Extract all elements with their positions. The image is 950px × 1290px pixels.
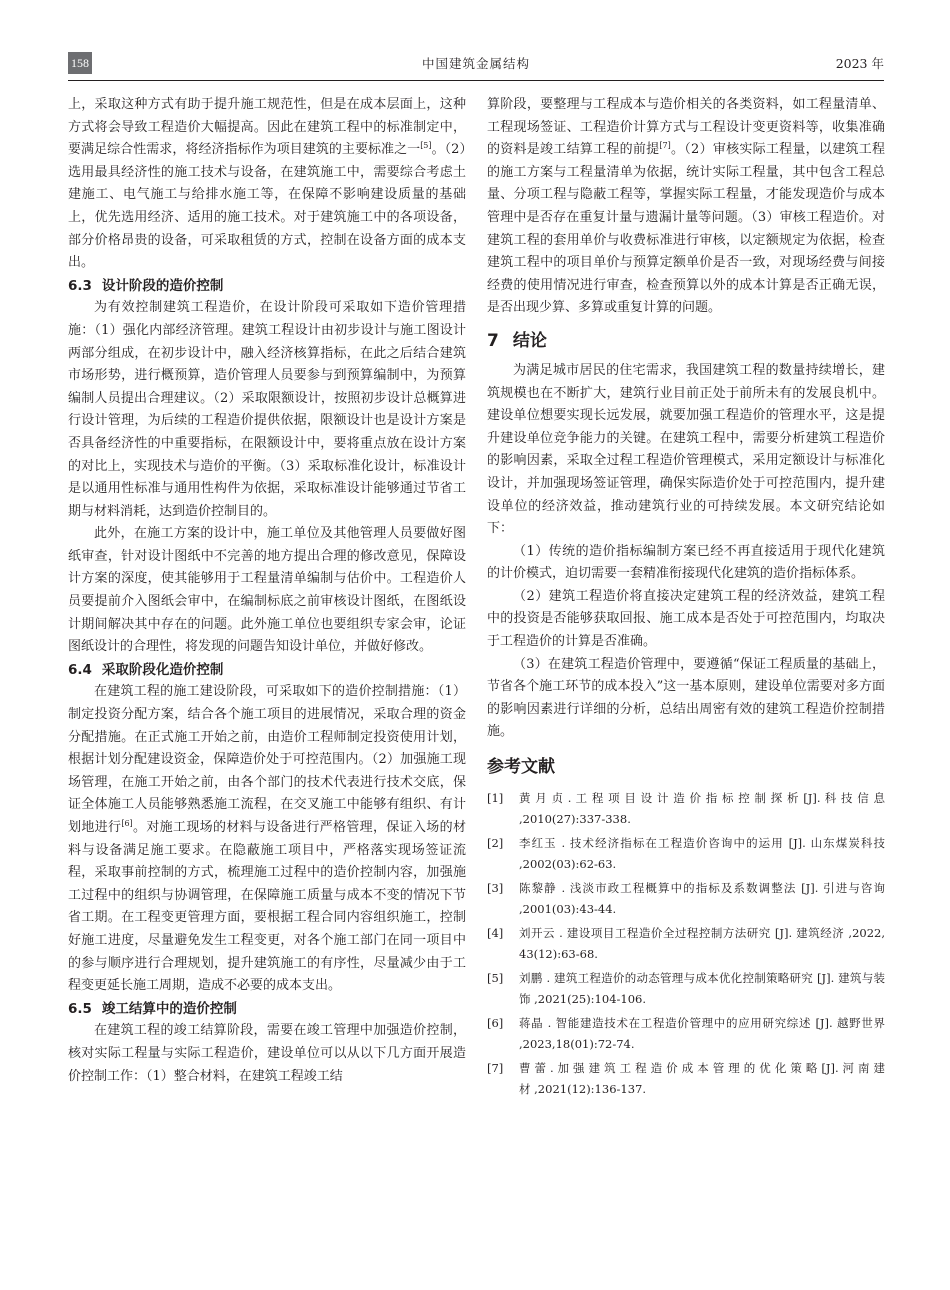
references-heading: 参考文献 <box>487 757 555 778</box>
citation[interactable]: [7] <box>659 141 671 151</box>
paragraph: 上，采取这种方式有助于提升施工规范性，但是在成本层面上，这种方式将会导致工程造价大幅提高。因此在建筑工程中的标准制定中，要满足综合性需求，将经济指标作为项目建筑的主要标准之一[5]。（2）选用最具经济性的施工技术与设备，在建筑施工中，需要综合考虑土建施工、电气施工与给排水施工等，在保障不影响建设质量的基础上，优先选用经济、适用的施工技术。对于建筑施工中的各项设备，部分价格昂贵的设备，可采取租赁的方式，控制在设备方面的成本支出。 <box>68 97 466 271</box>
section-heading-6-5: 6.5 竣工结算中的造价控制 <box>68 1000 237 1017</box>
reference-item: [6] 蒋晶 . 智能建造技术在工程造价管理中的应用研究综述 [J]. 越野世界 ,2023,18(01):72-74. <box>487 1016 885 1052</box>
right-column <box>487 94 885 1103</box>
paragraph: （2）建筑工程造价将直接决定建筑工程的经济效益，建筑工程中的投资是否能够获取回报、施工成本是否处于可控范围内，均取决于工程造价的计算是否准确。 <box>487 588 885 650</box>
reference-item: [7] 曹 蕾 . 加 强 建 筑 工 程 造 价 成 本 管 理 的 优 化 策 略 [J]. 河 南 建 材 ,2021(12):136-137. <box>487 1061 885 1097</box>
paragraph: （1）传统的造价指标编制方案已经不再直接适用于现代化建筑的计价模式，迫切需要一套精准衔接现代化建筑的造价指标体系。 <box>487 543 885 582</box>
reference-item: [1] 黄 月 贞 . 工 程 项 目 设 计 造 价 指 标 控 制 探 析 [J]. 科 技 信 息 ,2010(27):337-338. <box>487 791 885 827</box>
header-rule <box>68 80 884 81</box>
reference-item: [2] 李红玉 . 技术经济指标在工程造价咨询中的运用 [J]. 山东煤炭科技 ,2002(03):62-63. <box>487 836 885 872</box>
paragraph: （3）在建筑工程造价管理中，要遵循“保证工程质量的基础上，节省各个施工环节的成本投入”这一基本原则，建设单位需要对多方面的影响因素进行详细的分析，总结出周密有效的建筑工程造价控制措施。 <box>487 656 885 740</box>
reference-item: [5] 刘鹏 . 建筑工程造价的动态管理与成本优化控制策略研究 [J]. 建筑与装饰 ,2021(25):104-106. <box>487 971 885 1007</box>
section-heading-6-3: 6.3 设计阶段的造价控制 <box>68 277 224 294</box>
page-header <box>68 52 884 76</box>
paragraph: 为有效控制建筑工程造价，在设计阶段可采取如下造价管理措施：（1）强化内部经济管理。建筑工程设计由初步设计与施工图设计两部分组成，在初步设计中，融入经济核算指标，在此之后结合建筑市场形势，进行概预算，造价管理人员要参与到预算编制中，为预算编制人员提出合理建议。（2）采取限额设计，按照初步设计总概算进行设计管理，为后续的工程造价提供依据，限额设计也是设计方案是否具备经济性的中重要指标，在限额设计中，要将重点放在设计方案的对比上，实现技术与造价的平衡。（3）采取标准化设计，标准设计是以通用性标准与通用性构件为依据，采取标准设计能够通过节省工期与材料消耗，达到造价控制目的。 <box>68 300 466 519</box>
journal-year: 2023 年 <box>835 56 884 71</box>
section-heading-6-4: 6.4 采取阶段化造价控制 <box>68 661 224 678</box>
journal-title: 中国建筑金属结构 <box>421 56 530 71</box>
citation[interactable]: [6] <box>121 819 133 828</box>
paragraph: 为满足城市居民的住宅需求，我国建筑工程的数量持续增长，建筑规模也在不断扩大，建筑行业目前正处于前所未有的发展良机中。建设单位想要实现长远发展，就要加强工程造价的管理水平，这是提升建设单位竞争能力的关键。在建筑工程中，需要分析建筑工程造价的影响因素，采取全过程工程造价管理模式，采用定额设计与标准化设计，并加强现场签证管理，确保实际造价处于可控范围内，提升建设单位的经济效益，推动建筑行业的可持续发展。本文研究结论如下： <box>487 362 885 537</box>
reference-item: [3] 陈黎静 . 浅淡市政工程概算中的指标及系数调整法 [J]. 引进与咨询 ,2001(03):43-44. <box>487 881 885 917</box>
reference-item: [4] 刘开云 . 建设项目工程造价全过程控制方法研究 [J]. 建筑经济 ,2022, 43(12):63-68. <box>487 926 885 962</box>
citation[interactable]: [5] <box>420 141 432 151</box>
left-column <box>68 94 466 1088</box>
paragraph: 在建筑工程的施工建设阶段，可采取如下的造价控制措施：（1）制定投资分配方案，结合各个施工项目的进展情况，采取合理的资金分配措施。在正式施工开始之前，由造价工程师制定投资使用计划，根据计划分配建设资金，保障造价处于可控范围内。（2）加强施工现场管理，在施工开始之前，由各个部门的技术代表进行技术交底，保证全体施工人员能够熟悉施工流程，在交叉施工中能够有组织、有计划地进行[6]。对施工现场的材料与设备进行严格管理，保证入场的材料与设备满足施工要求。在隐蔽施工项目中，严格落实现场签证流程，采取事前控制的方式，梳理施工过程中的造价控制内容，加强施工过程中的组织与协调管理，在保障施工质量与成本不变的情况下节省工期。在工程变更管理方面，要根据工程合同内容组织施工，控制好施工进度，尽量避免发生工程变更，对各个施工部门在同一项目中的参与顺序进行合理规划，提升建筑施工的有序性，尽量减少由于工程变更延长施工周期，造成不必要的成本支出。 <box>68 684 466 994</box>
section-heading-7: 7 结论 <box>487 330 547 351</box>
paragraph: 在建筑工程的竣工结算阶段，需要在竣工管理中加强造价控制，核对实际工程量与实际工程造价，建设单位可以从以下几方面开展造价控制工作：（1）整合材料，在建筑工程竣工结 <box>68 1023 466 1084</box>
reference-list <box>487 788 885 1100</box>
page-number: 158 <box>68 52 92 74</box>
paragraph: 此外，在施工方案的设计中，施工单位及其他管理人员要做好图纸审查，针对设计图纸中不完善的地方提出合理的修改意见，保障设计方案的深度，使其能够用于工程量清单编制与估价中。工程造价人员要提前介入图纸会审中，在编制标底之前审核设计图纸，在图纸设计期间解决其中存在的问题。此外施工单位也要组织专家会审，论证图纸设计的合理性，将发现的问题告知设计单位，并做好修改。 <box>68 526 466 655</box>
paragraph: 算阶段，要整理与工程成本与造价相关的各类资料，如工程量清单、工程现场签证、工程造价计算方式与工程设计变更资料等，收集准确的资料是竣工结算工程的前提[7]。（2）审核实际工程量，以建筑工程的施工方案与工程量清单为依据，统计实际工程量，其中包含工程总量、分项工程与隐蔽工程等，掌握实际工程量，才能发现造价与成本管理中是否存在重复计量与遗漏计量等问题。（3）审核工程造价。对建筑工程的套用单价与收费标准进行审核，以定额规定为依据，检查建筑工程中的项目单价与预算定额单价是否一致，对现场经费与间接经费的使用情况进行审查，检查预算以外的成本计算是否正确无误，是否出现少算、多算或重复计算的问题。 <box>487 97 885 316</box>
